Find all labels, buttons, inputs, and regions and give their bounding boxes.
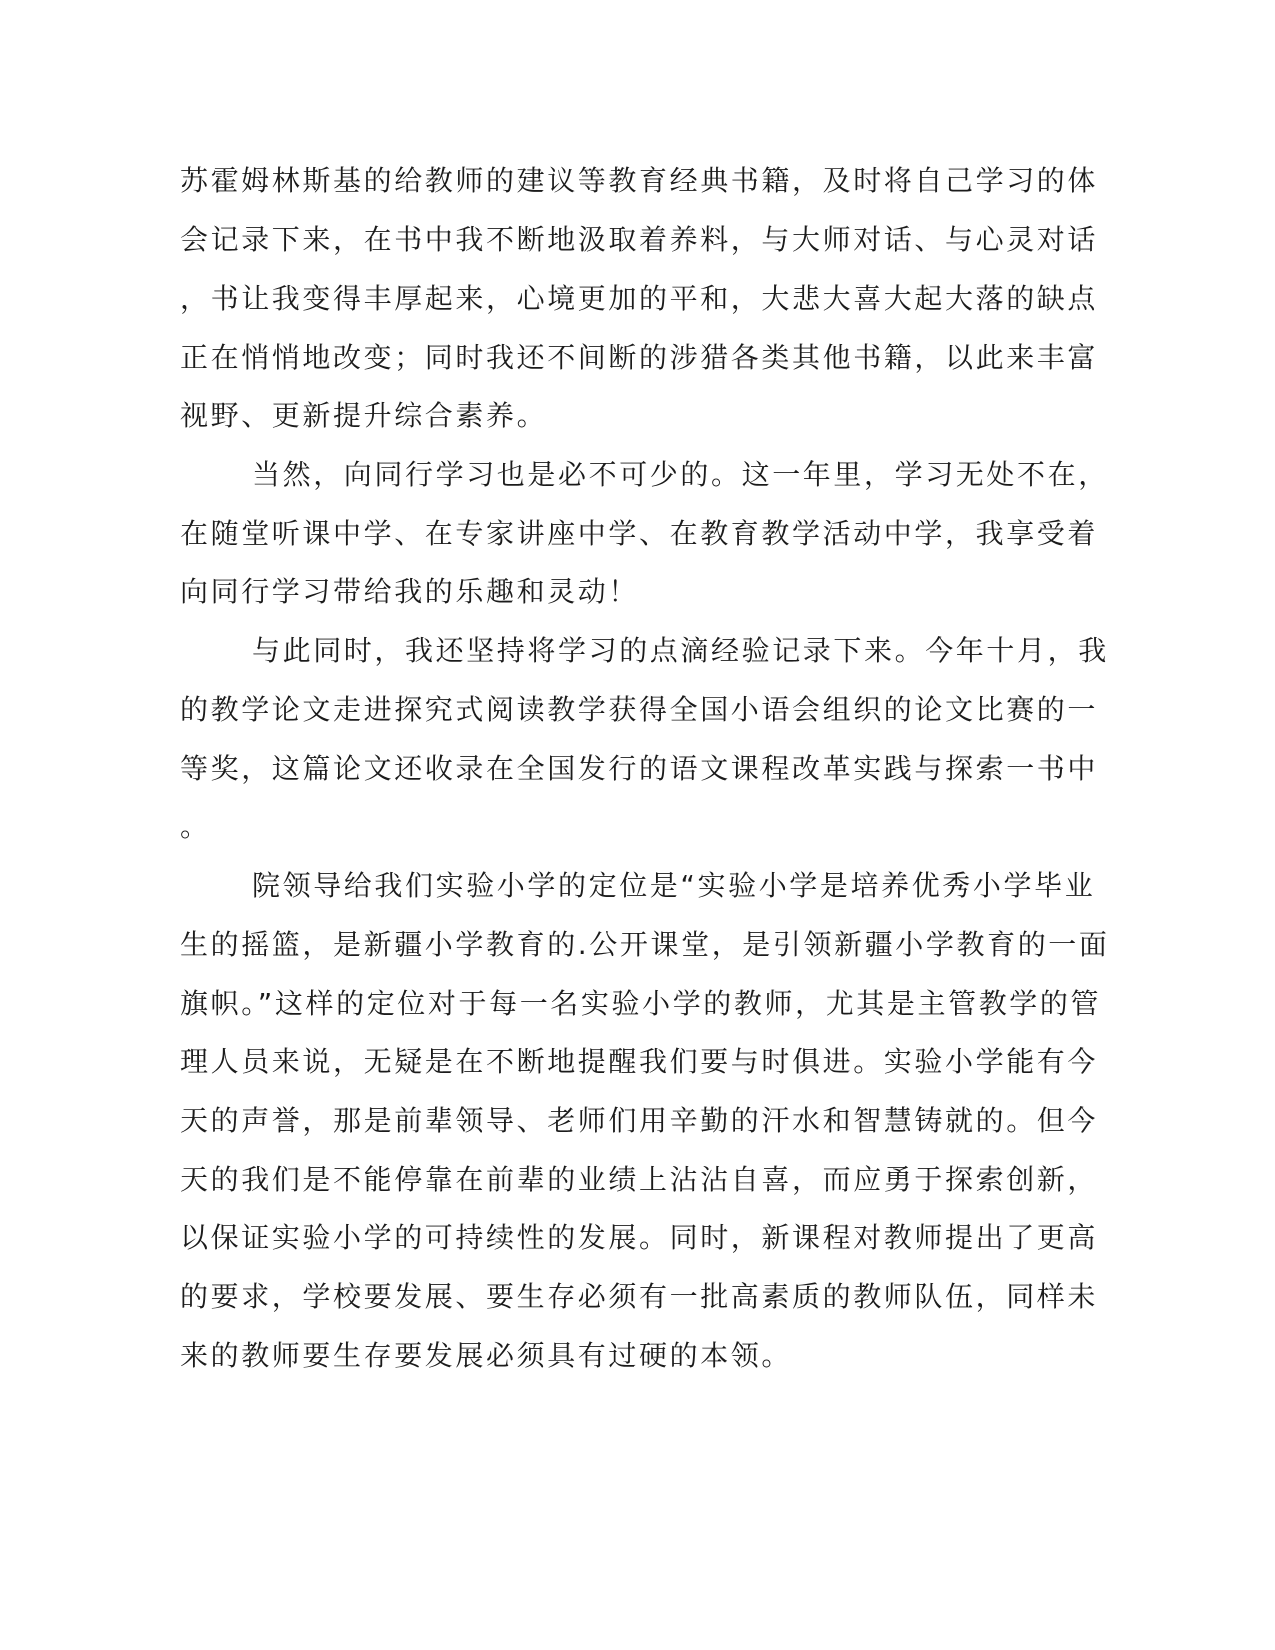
text-line: 的要求，学校要发展、要生存必须有一批高素质的教师队伍，同样未: [180, 1280, 1099, 1313]
text-line: 生的摇篮，是新疆小学教育的.公开课堂，是引领新疆小学教育的一面: [180, 928, 1110, 961]
text-line: 会记录下来，在书中我不断地汲取着养料，与大师对话、与心灵对话: [180, 223, 1099, 256]
text-line: 天的我们是不能停靠在前辈的业绩上沾沾自喜，而应勇于探索创新，: [180, 1163, 1099, 1196]
text-line: 在随堂听课中学、在专家讲座中学、在教育教学活动中学，我享受着: [180, 517, 1099, 550]
text-line: 苏霍姆林斯基的给教师的建议等教育经典书籍，及时将自己学习的体: [180, 164, 1099, 197]
text-line: 正在悄悄地改变；同时我还不间断的涉猎各类其他书籍，以此来丰富: [180, 341, 1099, 374]
text-line: 理人员来说，无疑是在不断地提醒我们要与时俱进。实验小学能有今: [180, 1045, 1099, 1078]
text-line: 视野、更新提升综合素养。: [180, 399, 548, 432]
text-line: 来的教师要生存要发展必须具有过硬的本领。: [180, 1339, 793, 1372]
text-line: 的教学论文走进探究式阅读教学获得全国小语会组织的论文比赛的一: [180, 693, 1099, 726]
text-line: ，书让我变得丰厚起来，心境更加的平和，大悲大喜大起大落的缺点: [180, 282, 1099, 315]
text-line: 。: [180, 810, 211, 843]
text-line: 旗帜。”这样的定位对于每一名实验小学的教师，尤其是主管教学的管: [180, 987, 1102, 1020]
text-line: 等奖，这篇论文还收录在全国发行的语文课程改革实践与探索一书中: [180, 752, 1099, 785]
paragraph-first-line: 院领导给我们实验小学的定位是“实验小学是培养优秀小学毕业: [252, 869, 1096, 902]
text-line: 天的声誉，那是前辈领导、老师们用辛勤的汗水和智慧铸就的。但今: [180, 1104, 1099, 1137]
paragraph-first-line: 与此同时，我还坚持将学习的点滴经验记录下来。今年十月，我: [252, 634, 1109, 667]
text-line: 以保证实验小学的可持续性的发展。同时，新课程对教师提出了更高: [180, 1221, 1099, 1254]
text-line: 向同行学习带给我的乐趣和灵动！: [180, 575, 640, 608]
paragraph-first-line: 当然，向同行学习也是必不可少的。这一年里，学习无处不在，: [252, 458, 1109, 491]
